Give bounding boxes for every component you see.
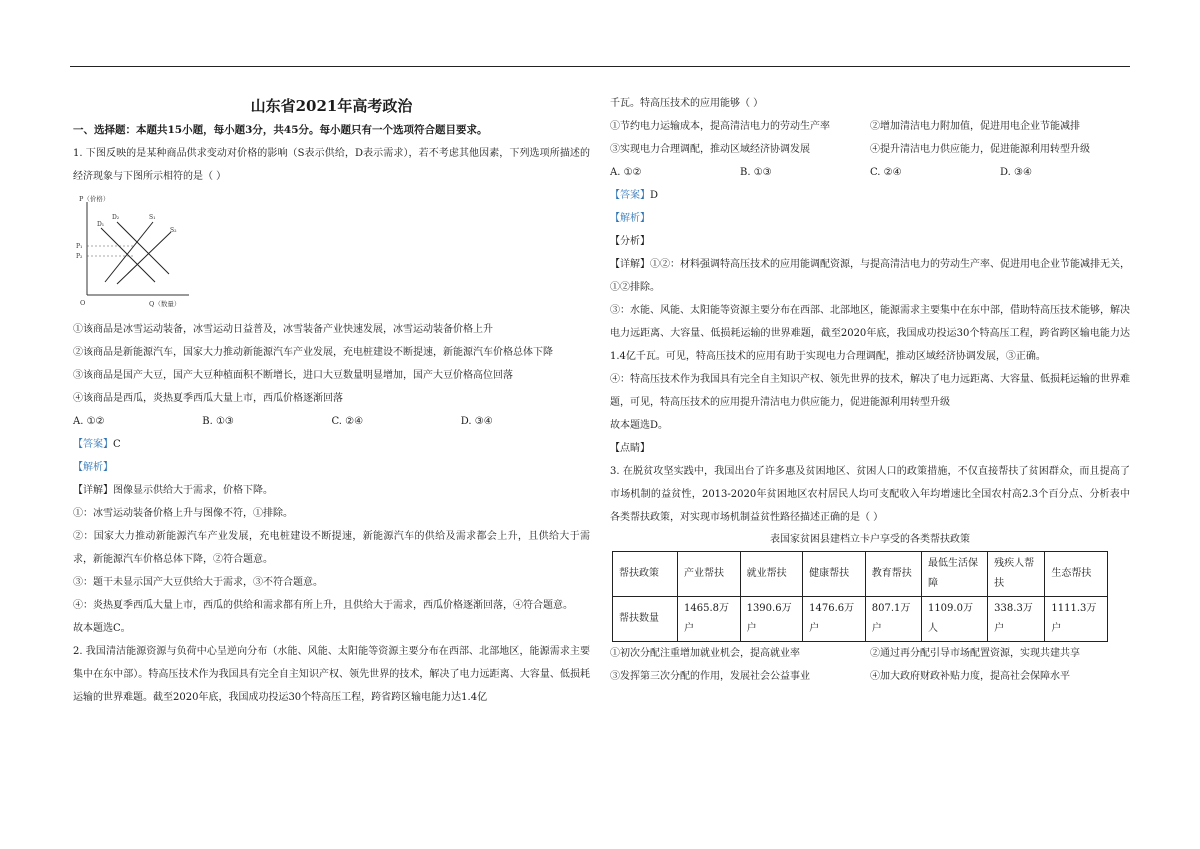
table-header-row: [613, 552, 1108, 597]
q2-explain-4: 故本题选D。: [610, 420, 669, 431]
q1-option-d: D. ③④: [460, 416, 493, 427]
table-header-cell: 健康帮扶: [803, 552, 866, 597]
q2-options: [610, 161, 1130, 184]
q1-option-b: B. ①③: [202, 416, 234, 427]
q1-answer: [73, 433, 590, 456]
q1-explain-3: ②：国家大力推动新能源汽车产业发展，充电桩建设不断提速，新能源汽车的供给及需求都会上升，且供给大于需求，新能源汽车价格总体下降，②符合题意。: [73, 531, 590, 565]
q2-explain-2: ③：水能、风能、太阳能等资源主要分布在西部、北部地区，能源需求主要集中在东中部，借助特高压技术能够，解决电力远距离、大容量、低损耗运输的世界难题，截至2020年底，我国成功投运30个特高压工程，跨省跨区输电能力达1.4亿千瓦。可见，特高压技术的应用有助于实现电力合理调配，推动区域经济协调发展，③正确。: [610, 305, 1130, 362]
table-header-cell: 教育帮扶: [865, 552, 921, 597]
table-cell: 807.1万户: [865, 597, 921, 642]
q2-stem-part2: 千瓦。特高压技术的应用能够（ ）: [610, 98, 764, 109]
q1-explain-1: 【详解】图像显示供给大于需求，价格下降。: [73, 485, 273, 496]
header-rule: [70, 66, 1130, 67]
answer-label: 【答案】: [73, 439, 113, 450]
q2-item-3: ③实现电力合理调配，推动区域经济协调发展: [610, 144, 810, 155]
q2-fenxi-label: 【分析】: [610, 236, 650, 247]
q3-item-2: ②通过再分配引导市场配置资源，实现共建共享: [870, 648, 1080, 659]
q2-stem-part1: 2. 我国清洁能源资源与负荷中心呈逆向分布（水能、风能、太阳能等资源主要分布在西部、北部地区，能源需求主要集中在东中部）。特高压技术作为我国具有完全自主知识产权、领先世界的技术，解决了电力远距离、大容量、低损耗运输的世界难题。截至2020年底，我国成功投运30个特高压工程，跨省跨区输电能力达1.4亿: [73, 646, 590, 703]
q2-item-2: ②增加清洁电力附加值，促进用电企业节能减排: [870, 121, 1080, 132]
table-cell: 1111.3万户: [1045, 597, 1108, 642]
q3-items-row-2: [610, 665, 1130, 688]
q1-item-3: ③该商品是国产大豆，国产大豆种植面积不断增长，进口大豆数量明显增加，国产大豆价格高位回落: [73, 370, 513, 381]
q2-explain-3: ④：特高压技术作为我国具有完全自主知识产权、领先世界的技术，解决了电力远距离、大容量、低损耗运输的世界难题，可见，特高压技术的应用提升清洁电力供应能力，促进能源利用转型升级: [610, 374, 1130, 408]
q1-explain-6: 故本题选C。: [73, 623, 131, 634]
p2-label: P₂: [76, 253, 83, 260]
q2-analysis-label: 【解析】: [610, 213, 650, 224]
q3-stem: 3. 在脱贫攻坚实践中，我国出台了许多惠及贫困地区、贫困人口的政策措施，不仅直接帮扶了贫困群众，而且提高了市场机制的益贫性，2013-2020年贫困地区农村居民人均可支配收入年均增速比全国农村高2.3个百分点、分析表中各类帮扶政策，对实现市场机制益贫性路径描述正确的是（ ）: [610, 466, 1130, 523]
q1-options: [73, 410, 590, 433]
s2-curve: [117, 232, 171, 284]
answer-label: 【答案】: [610, 190, 650, 201]
q1-explain-2: ①：冰雪运动装备价格上升与图像不符，①排除。: [73, 508, 293, 519]
q1-item-4: ④该商品是西瓜，炎热夏季西瓜大量上市，西瓜价格逐渐回落: [73, 393, 343, 404]
y-axis-label: P（价格）: [79, 195, 110, 203]
x-axis-label: Q（数量）: [149, 300, 181, 308]
table-header-cell: 最低生活保障: [921, 552, 987, 597]
table-title: 表国家贫困县建档立卡户享受的各类帮扶政策: [770, 534, 970, 545]
s2-label: S₂: [170, 227, 177, 234]
q2-dianjing-label: 【点睛】: [610, 443, 650, 454]
supply-demand-graph: [73, 188, 590, 318]
table-header-cell: 帮扶政策: [613, 552, 678, 597]
q2-explain-1: 【详解】①②：材料强调特高压技术的应用能调配资源，与提高清洁电力的劳动生产率、促进用电企业节能减排无关，①②排除。: [610, 259, 1130, 293]
q2-answer: [610, 184, 1130, 207]
d2-curve: [117, 222, 169, 274]
table-cell: 帮扶数量: [613, 597, 678, 642]
q1-option-a: A. ①②: [73, 416, 105, 427]
q2-items-row-2: [610, 138, 1130, 161]
q3-item-4: ④加大政府财政补贴力度，提高社会保障水平: [870, 671, 1070, 682]
q1-explain-5: ④：炎热夏季西瓜大量上市，西瓜的供给和需求都有所上升，且供给大于需求，西瓜价格逐渐回落，④符合题意。: [73, 600, 573, 611]
q1-explain-4: ③：题干未显示国产大豆供给大于需求，③不符合题意。: [73, 577, 323, 588]
table-row: [613, 597, 1108, 642]
s1-label: S₁: [149, 214, 156, 221]
table-cell: 1390.6万户: [740, 597, 803, 642]
q1-item-2: ②该商品是新能源汽车，国家大力推动新能源汽车产业发展，充电桩建设不断提速，新能源汽车价格总体下降: [73, 347, 553, 358]
q2-option-a: A. ①②: [610, 167, 642, 178]
answer-value: D: [650, 190, 659, 201]
left-column: [73, 94, 590, 709]
table-cell: 1476.6万户: [803, 597, 866, 642]
d2-label: D₂: [112, 214, 120, 221]
d1-label: D₁: [97, 221, 105, 228]
table-header-cell: 残疾人帮扶: [988, 552, 1045, 597]
q1-item-1: ①该商品是冰雪运动装备，冰雪运动日益普及，冰雪装备产业快速发展，冰雪运动装备价格上升: [73, 324, 493, 335]
q2-option-d: D. ③④: [1000, 167, 1032, 178]
page-title: 山东省2021年高考政治: [250, 97, 413, 115]
origin-label: O: [80, 299, 86, 307]
q1-stem: 1. 下图反映的是某种商品供求变动对价格的影响（S表示供给，D表示需求），若不考虑其他因素，下列选项所描述的经济现象与下图所示相符的是（ ）: [73, 148, 590, 182]
table-cell: 1465.8万户: [678, 597, 741, 642]
q1-analysis-label: 【解析】: [73, 462, 113, 473]
p1-label: P₁: [76, 243, 83, 250]
q1-option-c: C. ②④: [331, 416, 364, 427]
right-column: [610, 94, 1130, 688]
q3-items-row-1: [610, 642, 1130, 665]
table-cell: 1109.0万人: [921, 597, 987, 642]
q2-items-row-1: [610, 115, 1130, 138]
table-cell: 338.3万户: [988, 597, 1045, 642]
supply-demand-svg: [77, 192, 207, 310]
q2-option-c: C. ②④: [870, 167, 902, 178]
poverty-policy-table: [612, 551, 1108, 642]
table-header-cell: 就业帮扶: [740, 552, 803, 597]
q2-option-b: B. ①③: [740, 167, 772, 178]
table-header-cell: 产业帮扶: [678, 552, 741, 597]
section-heading: 一、选择题：本题共15小题，每小题3分，共45分。每小题只有一个选项符合题目要求。: [73, 124, 488, 136]
q3-item-1: ①初次分配注重增加就业机会，提高就业率: [610, 648, 800, 659]
q2-item-1: ①节约电力运输成本，提高清洁电力的劳动生产率: [610, 121, 830, 132]
table-header-cell: 生态帮扶: [1045, 552, 1108, 597]
q3-item-3: ③发挥第三次分配的作用，发展社会公益事业: [610, 671, 810, 682]
q2-item-4: ④提升清洁电力供应能力，促进能源利用转型升级: [870, 144, 1090, 155]
answer-value: C: [113, 439, 121, 450]
